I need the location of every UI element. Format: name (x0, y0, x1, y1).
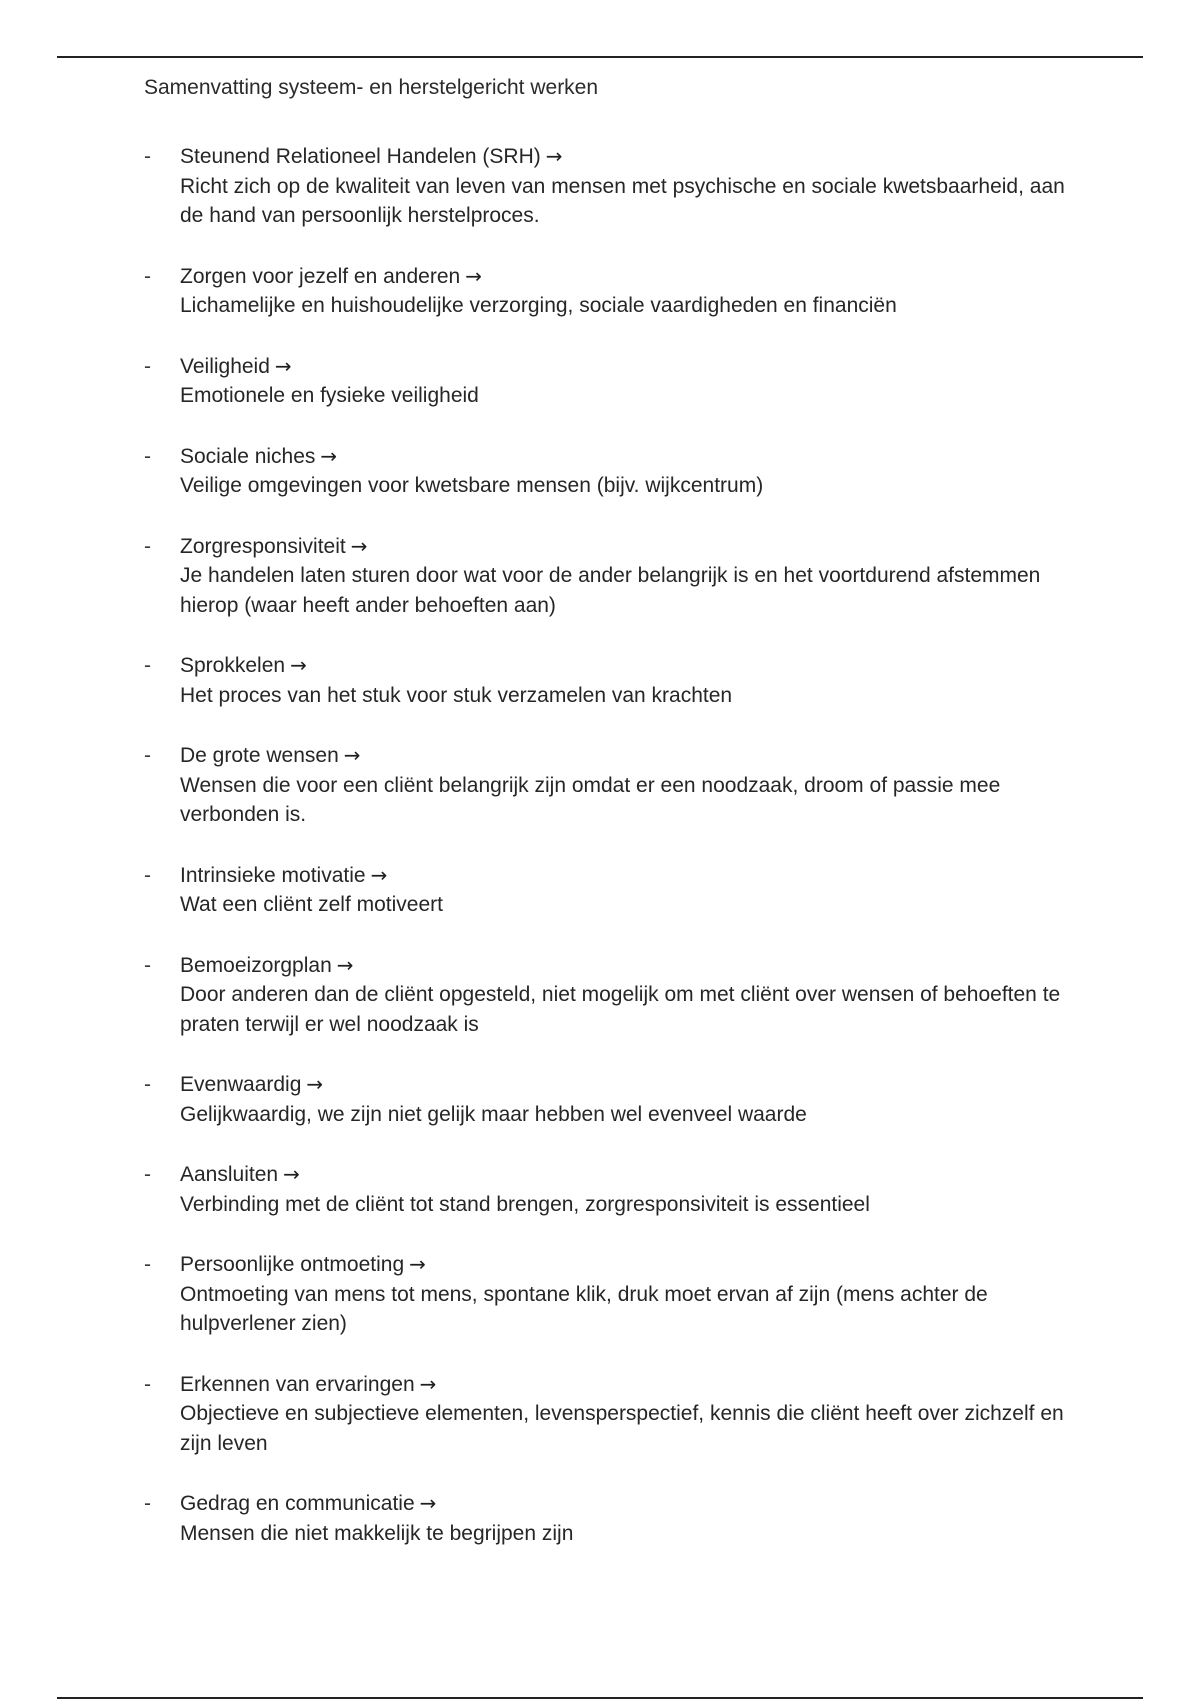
item-description: Veilige omgevingen voor kwetsbare mensen (bijv. wijkcentrum) (180, 474, 764, 497)
item-description: Gelijkwaardig, we zijn niet gelijk maar hebben wel evenveel waarde (180, 1102, 807, 1126)
list-item (144, 1160, 1084, 1219)
item-description: Richt zich op de kwaliteit van leven van mensen met psychische en sociale kwetsbaarheid, aan de hand van persoonlijk herstelproces. (180, 174, 1065, 227)
bullet-dash: - (144, 145, 151, 168)
list-item (144, 1370, 1084, 1459)
list-item (144, 532, 1084, 621)
bullet-dash: - (144, 264, 151, 288)
list-item (144, 442, 1084, 501)
arrow-right-icon: → (290, 653, 307, 677)
arrow-right-icon: → (336, 952, 354, 977)
arrow-right-icon: → (545, 144, 563, 168)
arrow-right-icon: → (274, 353, 292, 378)
item-term: Steunend Relationeel Handelen (SRH) (180, 145, 541, 168)
item-term: Gedrag en communicatie (180, 1492, 415, 1515)
list-item (144, 1489, 1084, 1548)
bullet-dash: - (144, 1372, 151, 1396)
item-description: Wat een cliënt zelf motiveert (180, 893, 443, 916)
bullet-dash: - (144, 354, 151, 378)
item-description: Emotionele en fysieke veiligheid (180, 384, 479, 407)
arrow-right-icon: → (350, 533, 368, 558)
item-term: Zorgresponsiviteit (180, 534, 346, 558)
list-item (144, 951, 1084, 1040)
item-term: Evenwaardig (180, 1073, 302, 1096)
bullet-dash: - (144, 534, 151, 558)
term-list (144, 142, 1084, 1579)
list-item (144, 262, 1084, 321)
header-rule (57, 56, 1143, 58)
item-description: Lichamelijke en huishoudelijke verzorging, sociale vaardigheden en financiën (180, 294, 897, 317)
item-term: Intrinsieke motivatie (180, 863, 366, 887)
bullet-dash: - (144, 654, 151, 677)
arrow-right-icon: → (465, 263, 482, 288)
item-term: Sprokkelen (180, 654, 286, 677)
bullet-dash: - (144, 1073, 151, 1096)
item-description: Door anderen dan de cliënt opgesteld, niet mogelijk om met cliënt over wensen of behoeften te praten terwijl er wel noodzaak is (180, 983, 1061, 1036)
arrow-right-icon: → (320, 443, 338, 468)
item-description: Objectieve en subjectieve elementen, levensperspectief, kennis die cliënt heeft over zichzelf en zijn leven (180, 1402, 1064, 1455)
bullet-dash: - (144, 1492, 151, 1515)
item-term: Aansluiten (180, 1163, 279, 1186)
item-description: Ontmoeting van mens tot mens, spontane klik, druk moet ervan af zijn (mens achter de hulpverlener zien) (180, 1282, 988, 1335)
list-item (144, 861, 1084, 920)
bullet-dash: - (144, 744, 151, 767)
item-term: Sociale niches (180, 444, 316, 468)
item-term: Veiligheid (180, 354, 270, 378)
bullet-dash: - (144, 863, 151, 887)
item-description: Het proces van het stuk voor stuk verzamelen van krachten (180, 683, 733, 707)
item-description: Wensen die voor een cliënt belangrijk zijn omdat er een noodzaak, droom of passie mee verbonden is. (180, 773, 1001, 826)
list-item (144, 1070, 1084, 1129)
list-item (144, 352, 1084, 411)
footer-rule (57, 1697, 1143, 1699)
page-title: Samenvatting systeem- en herstelgericht werken (144, 76, 599, 99)
arrow-right-icon: → (343, 743, 361, 767)
list-item (144, 741, 1084, 830)
item-description: Verbinding met de cliënt tot stand brengen, zorgresponsiviteit is essentieel (180, 1192, 870, 1216)
item-term: Erkennen van ervaringen (180, 1372, 415, 1396)
item-term: Bemoeizorgplan (180, 953, 332, 977)
bullet-dash: - (144, 1253, 151, 1276)
list-item (144, 651, 1084, 710)
list-item (144, 142, 1084, 231)
item-description: Mensen die niet makkelijk te begrijpen zijn (180, 1521, 574, 1545)
bullet-dash: - (144, 953, 151, 977)
arrow-right-icon: → (419, 1371, 437, 1396)
arrow-right-icon: → (419, 1491, 437, 1515)
arrow-right-icon: → (409, 1252, 426, 1276)
item-description: Je handelen laten sturen door wat voor de ander belangrijk is en het voortdurend afstemmen hierop (waar heeft ander behoeften aan) (180, 564, 1041, 617)
item-term: Zorgen voor jezelf en anderen (180, 264, 461, 288)
bullet-dash: - (144, 444, 151, 468)
arrow-right-icon: → (370, 862, 388, 887)
item-term: Persoonlijke ontmoeting (180, 1253, 405, 1276)
bullet-dash: - (144, 1163, 151, 1186)
item-term: De grote wensen (180, 744, 339, 767)
arrow-right-icon: → (283, 1162, 300, 1186)
arrow-right-icon: → (306, 1072, 324, 1096)
list-item (144, 1250, 1084, 1339)
